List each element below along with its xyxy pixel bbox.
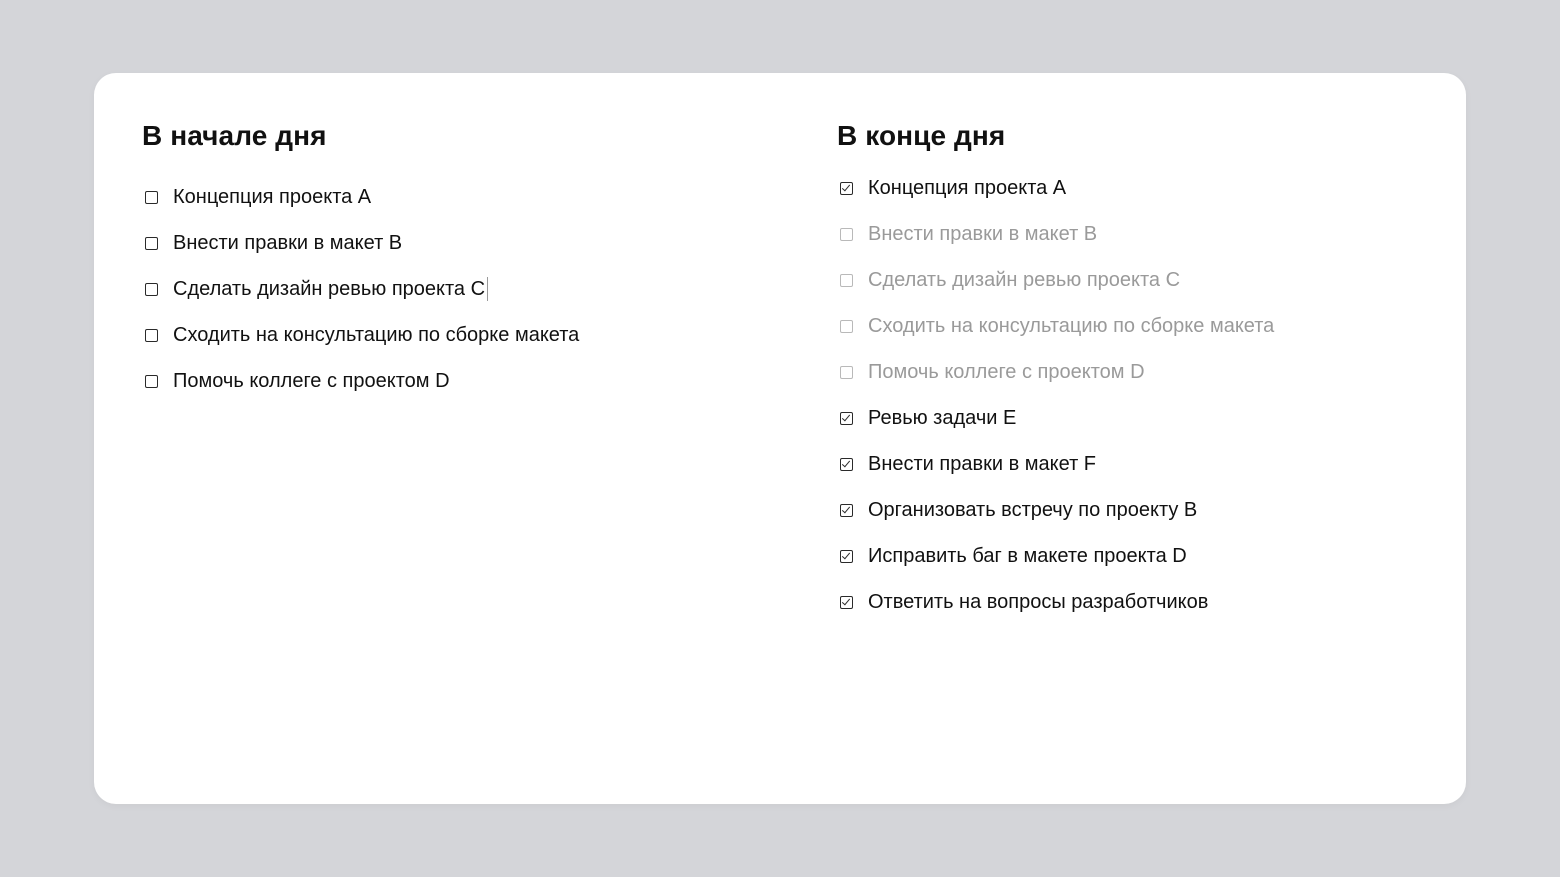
task-label: Внести правки в макет B bbox=[173, 231, 403, 254]
task-item[interactable] bbox=[837, 395, 1437, 441]
end-of-day-list bbox=[837, 165, 1437, 625]
task-checkbox-checked[interactable] bbox=[840, 596, 853, 609]
start-of-day-list bbox=[142, 174, 762, 404]
task-item[interactable] bbox=[142, 266, 762, 312]
task-label: Ревью задачи E bbox=[868, 406, 1017, 429]
task-label: Внести правки в макет B bbox=[868, 222, 1098, 245]
task-label: Помочь коллеге с проектом D bbox=[173, 369, 450, 392]
task-checkbox[interactable] bbox=[840, 274, 853, 287]
task-item[interactable] bbox=[142, 358, 762, 404]
task-checkbox[interactable] bbox=[145, 329, 158, 342]
task-item[interactable] bbox=[837, 303, 1437, 349]
task-label: Концепция проекта А bbox=[173, 185, 372, 208]
task-item[interactable] bbox=[837, 257, 1437, 303]
task-checkbox[interactable] bbox=[145, 191, 158, 204]
task-label: Исправить баг в макете проекта D bbox=[868, 544, 1187, 567]
task-label: Внести правки в макет F bbox=[868, 452, 1096, 475]
task-item[interactable] bbox=[837, 211, 1437, 257]
checklist-card bbox=[94, 73, 1466, 804]
task-label: Организовать встречу по проекту B bbox=[868, 498, 1198, 521]
task-label: Сделать дизайн ревью проекта С bbox=[868, 268, 1181, 291]
end-of-day-title: В конце дня bbox=[837, 120, 1006, 151]
task-item[interactable] bbox=[837, 487, 1437, 533]
task-label[interactable]: Сделать дизайн ревью проекта С bbox=[173, 277, 486, 300]
task-label: Сходить на консультацию по сборке макета bbox=[173, 323, 580, 346]
task-label: Ответить на вопросы разработчиков bbox=[868, 590, 1209, 613]
task-item[interactable] bbox=[142, 174, 762, 220]
task-item[interactable] bbox=[837, 165, 1437, 211]
task-checkbox[interactable] bbox=[145, 375, 158, 388]
task-item[interactable] bbox=[837, 579, 1437, 625]
task-label: Сходить на консультацию по сборке макета bbox=[868, 314, 1275, 337]
task-item[interactable] bbox=[142, 312, 762, 358]
task-item[interactable] bbox=[837, 533, 1437, 579]
task-checkbox-checked[interactable] bbox=[840, 550, 853, 563]
task-checkbox[interactable] bbox=[840, 228, 853, 241]
task-checkbox-checked[interactable] bbox=[840, 412, 853, 425]
start-of-day-title: В начале дня bbox=[142, 120, 327, 151]
start-of-day-column bbox=[142, 118, 762, 404]
task-label: Помочь коллеге с проектом D bbox=[868, 360, 1145, 383]
task-checkbox[interactable] bbox=[145, 283, 158, 296]
end-of-day-column bbox=[837, 118, 1437, 625]
task-checkbox-checked[interactable] bbox=[840, 504, 853, 517]
task-checkbox[interactable] bbox=[145, 237, 158, 250]
task-item[interactable] bbox=[142, 220, 762, 266]
task-item[interactable] bbox=[837, 441, 1437, 487]
task-label: Концепция проекта А bbox=[868, 176, 1067, 199]
task-checkbox-checked[interactable] bbox=[840, 182, 853, 195]
task-checkbox[interactable] bbox=[840, 320, 853, 333]
text-cursor bbox=[487, 277, 488, 301]
task-checkbox-checked[interactable] bbox=[840, 458, 853, 471]
task-checkbox[interactable] bbox=[840, 366, 853, 379]
task-item[interactable] bbox=[837, 349, 1437, 395]
